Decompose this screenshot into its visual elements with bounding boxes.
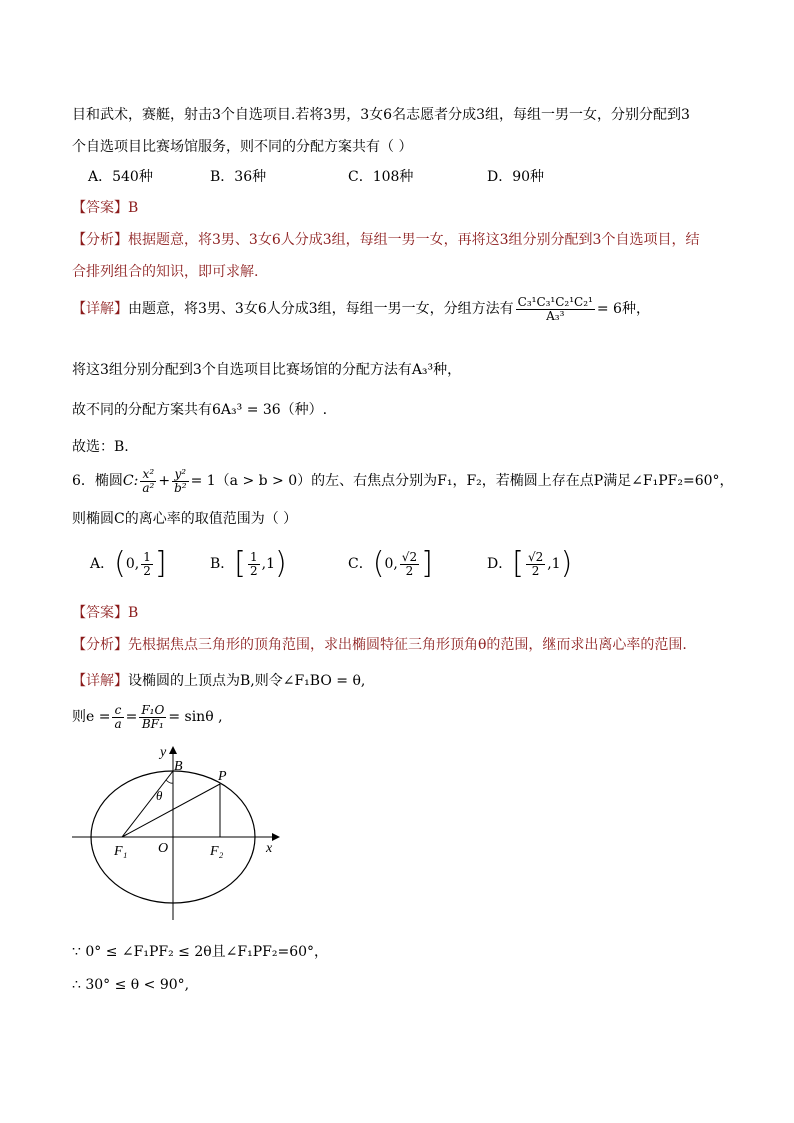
q6-option-c-content: 0,: [384, 556, 398, 572]
q5-analysis-line1: [72, 229, 699, 249]
label-f1: F₁: [114, 844, 128, 859]
q5-answer: 【答案】B: [72, 200, 139, 216]
q5-stem-line1: 目和武术，赛艇，射击3个自选项目.若将3男，3女6名志愿者分成3组，每组一男一女，分别分配到3: [72, 107, 690, 123]
q6-because-line: ∵ 0° ≤ ∠F₁PF₂ ≤ 2θ且∠F₁PF₂=60°，: [72, 944, 329, 960]
q5-detail-frac-num: C₃¹C₃¹C₂¹C₂¹: [517, 295, 593, 309]
q6-frac-x-den: a²: [142, 480, 155, 495]
q6-answer: 【答案】B: [72, 605, 139, 621]
q6-e-frac1-den: a: [114, 716, 122, 731]
q6-option-c-frac: [400, 551, 419, 577]
q6-option-c-left: (: [372, 546, 385, 581]
q6-option-b-left: [: [234, 546, 247, 581]
q6-option-a-frac-num: 1: [143, 549, 151, 564]
q6-option-c-frac-den: 2: [405, 563, 414, 578]
q6-option-d-frac-num: √2: [527, 549, 544, 564]
label-p: P: [218, 769, 227, 784]
q6-e-frac2-num: F₁O: [141, 703, 165, 717]
q5-detail-line: [72, 296, 650, 322]
q6-detail-line: [72, 670, 365, 690]
q6-stem-line2: 则椭圆C的离心率的取值范围为（ ）: [72, 511, 298, 527]
q5-option-a: A．540种: [88, 169, 153, 185]
q6-ellipse-c: C:: [122, 473, 139, 490]
label-theta: θ: [156, 788, 163, 803]
q5-detail-text: 由题意，将3男、3女6人分成3组，每组一男一女，分组方法有: [128, 301, 514, 318]
q6-option-c-label: C．: [348, 556, 373, 572]
q6-e-frac2-den: BF₁: [141, 716, 164, 731]
q6-e-tail: = sinθ ,: [168, 709, 223, 726]
q6-frac-x-num: x²: [140, 468, 156, 482]
q6-option-d-frac-den: 2: [531, 563, 540, 578]
q6-analysis-line: [72, 634, 687, 654]
q5-detail-frac-den: A₃³: [546, 308, 565, 323]
q6-option-b-label: B．: [210, 556, 235, 572]
q6-option-b: [210, 546, 287, 581]
q5-option-c: C．108种: [348, 169, 414, 185]
q6-option-a-frac: [141, 551, 153, 577]
q6-eccentricity-line: [72, 704, 223, 730]
q6-option-c-right: ]: [421, 546, 433, 581]
q5-analysis-label: 【分析】: [72, 232, 128, 248]
q6-option-b-content: ,1: [261, 556, 276, 572]
q6-e-frac1-num: c: [112, 704, 123, 718]
q6-option-d-frac: [526, 551, 545, 577]
theta-arc: [166, 780, 173, 783]
label-b: B: [174, 759, 183, 774]
segment-f1-p: [122, 784, 220, 837]
q5-detail-tail: = 6种，: [596, 301, 650, 318]
q6-option-a-left: (: [114, 546, 126, 581]
q6-option-d-left: [: [512, 546, 524, 581]
q5-detail-label: 【详解】: [72, 301, 128, 318]
q6-detail-text: 设椭圆的上顶点为B,则令∠F₁BO = θ,: [128, 673, 366, 689]
q6-option-b-frac-num: 1: [250, 549, 258, 564]
q6-option-a-content: 0,: [125, 556, 140, 572]
q6-plus: +: [158, 473, 171, 490]
q6-frac-y: [172, 468, 189, 494]
q6-detail-label: 【详解】: [72, 673, 128, 689]
q6-option-b-frac-den: 2: [250, 563, 258, 578]
q5-option-b: B．36种: [210, 169, 267, 185]
q5-analysis-text1: 根据题意，将3男、3女6人分成3组，每组一男一女，再将这3组分别分配到3个自选项目，结: [128, 232, 700, 248]
q5-choose-line: 故选：B.: [72, 439, 129, 455]
q6-option-a-label: A．: [90, 556, 115, 572]
q5-stem-line2: 个自选项目比赛场馆服务，则不同的分配方案共有（ ）: [72, 139, 413, 155]
q5-assign-line: 将这3组分别分配到3个自选项目比赛场馆的分配方法有A₃³种，: [72, 362, 462, 378]
q6-option-d-content: ,1: [547, 556, 561, 572]
q6-e-frac2: [139, 704, 166, 730]
q6-frac-x: [140, 468, 156, 494]
q6-option-c-frac-num: √2: [401, 549, 418, 564]
q6-e-prefix: 则e =: [72, 709, 111, 726]
q6-option-d: [487, 546, 573, 581]
q6-option-d-right: ): [560, 546, 573, 581]
q5-option-d: D．90种: [487, 169, 545, 185]
label-o: O: [158, 841, 169, 856]
q6-option-a-right: ]: [154, 546, 167, 581]
q6-option-d-label: D．: [487, 556, 513, 572]
q6-option-b-right: ): [275, 546, 287, 581]
q5-total-line: 故不同的分配方案共有6A₃³ = 36（种）.: [72, 402, 328, 418]
q6-e-eq: =: [125, 709, 138, 726]
q5-analysis-line2: 合排列组合的知识，即可求解.: [72, 264, 259, 280]
q6-frac-y-num: y²: [172, 468, 189, 482]
label-x: x: [266, 841, 273, 856]
q6-option-a-frac-den: 2: [143, 563, 151, 578]
ellipse-figure: [60, 740, 290, 925]
q6-stem-a: 椭圆: [94, 473, 123, 490]
q6-option-c: [348, 546, 433, 581]
q6-therefore-line: ∴ 30° ≤ θ < 90°,: [72, 977, 190, 993]
q6-option-b-frac: [248, 551, 260, 577]
q6-frac-y-den: b²: [174, 480, 187, 495]
q6-e-frac1: [112, 704, 123, 730]
label-y: y: [160, 745, 167, 760]
q6-number: 6．: [72, 473, 95, 490]
q6-option-a: [90, 546, 167, 581]
q6-stem-line1: [72, 468, 734, 494]
label-f2: F₂: [210, 844, 224, 859]
q6-analysis-text: 先根据焦点三角形的顶角范围，求出椭圆特征三角形顶角θ的范围，继而求出离心率的范围.: [128, 637, 687, 653]
q5-detail-fraction: [516, 296, 595, 322]
q6-analysis-label: 【分析】: [72, 637, 128, 653]
q6-stem-b: = 1（a > b > 0）的左、右焦点分别为F₁，F₂，若椭圆上存在点P满足∠F₁PF₂=60°，: [190, 473, 734, 490]
